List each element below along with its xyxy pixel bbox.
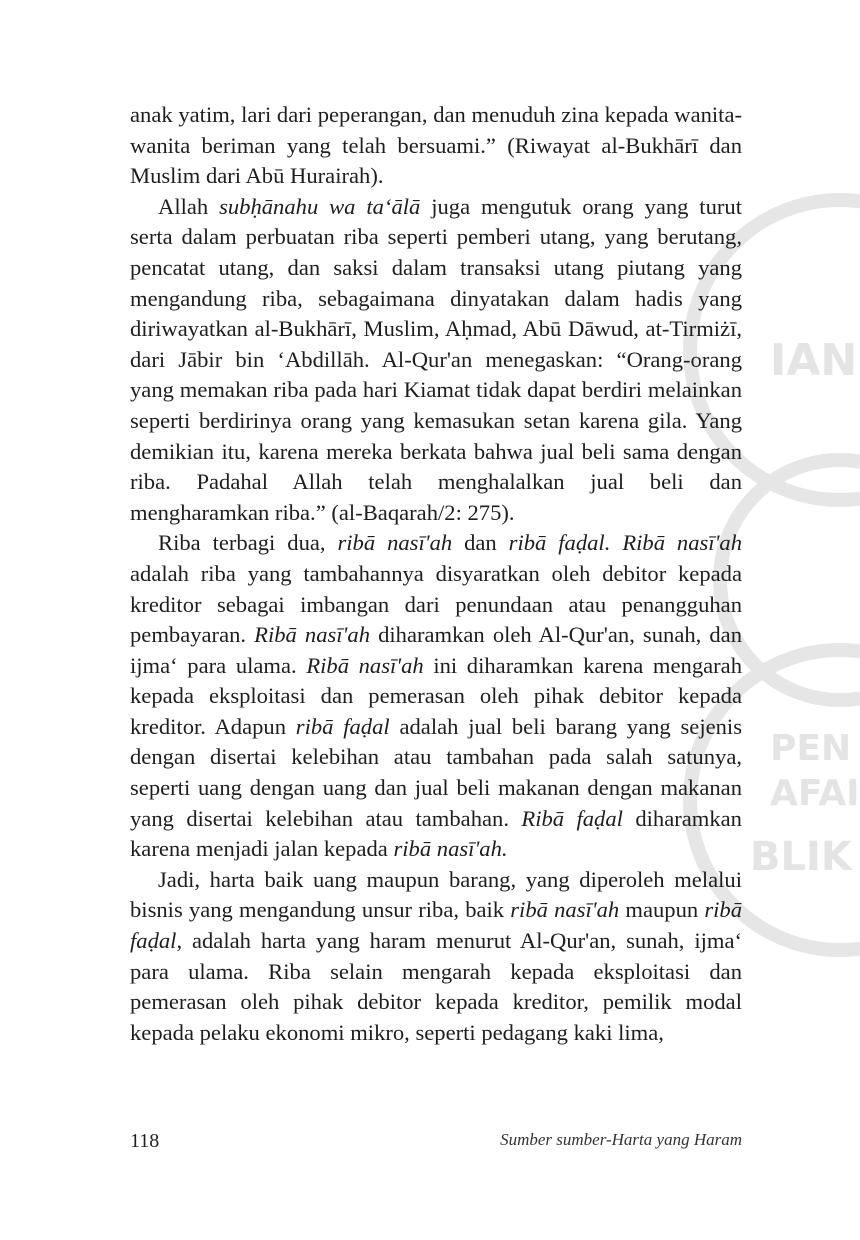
text-run: juga mengutuk orang yang turut serta dalam perbuatan riba seperti pemberi utang, yang berutang, pencatat utang, dan saksi dalam transaksi utang piutang yang mengandung riba, sebagaimana dinyatakan dalam hadis yang diriwayatkan al-Bukhārī, Muslim, Aḥmad, Abū Dāwud, at-Tirmiżī, dari Jābir bin ‘Abdillāh. Al-Qur'an menegaskan: “Orang-orang yang memakan riba pada hari Kiamat tidak dapat berdiri melainkan seperti berdirinya orang yang kemasukan setan karena gila. Yang demikian itu, karena mereka berkata bahwa jual beli sama dengan riba. Padahal Allah telah menghalalkan jual beli dan mengharamkan riba.” (al-Baqarah/2: 275). <box>130 193 742 525</box>
text-run: Riba terbagi dua, <box>158 530 338 556</box>
page-footer <box>130 1130 742 1158</box>
text-run: , adalah harta yang haram menurut Al-Qur'an, sunah, ijma‘ para ulama. Riba selain mengarah kepada eksploitasi dan pemerasan oleh pihak debitor kepada kreditor, pemilik modal kepada pelaku ekonomi mikro, seperti pedagang kaki lima, <box>130 928 742 1045</box>
paragraph-3 <box>130 528 742 865</box>
italic-term: ribā faḍal <box>130 897 743 954</box>
italic-term: Ribā nasī'ah <box>306 652 424 678</box>
text-run: maupun <box>619 897 705 923</box>
italic-term: ribā nasī'ah. <box>393 836 508 862</box>
paragraph-4 <box>130 865 742 1049</box>
text-run: ini diharamkan karena mengarah kepada eksploitasi dan pemerasan oleh pihak debitor kepada kreditor. Adapun <box>130 652 742 739</box>
italic-term: Ribā nasī'ah <box>622 530 743 556</box>
text-run: diharamkan oleh Al-Qur'an, sunah, dan ijma‘ para ulama. <box>130 622 742 678</box>
text-run: anak yatim, lari dari peperangan, dan menuduh zina kepada wanita-wanita beriman yang telah bersuami.” (Riwayat al-Bukhārī dan Muslim dari Abū Hurairah). <box>130 102 742 189</box>
text-run: dan <box>452 530 509 556</box>
italic-term: ribā nasī'ah <box>510 897 620 923</box>
watermark-text-2: PEN <box>770 728 852 769</box>
text-run: diharamkan karena menjadi jalan kepada <box>130 805 742 862</box>
italic-term: Ribā nasī'ah <box>254 622 370 648</box>
text-run: Allah <box>158 193 220 219</box>
italic-term: ribā faḍal <box>295 713 390 739</box>
watermark-text-4: BLIK <box>750 834 852 880</box>
text-run: adalah riba yang tambahannya disyaratkan oleh debitor kepada kreditor sebagai imbangan dari penundaan atau penangguhan pembayaran. <box>130 560 742 648</box>
italic-term: ribā nasī'ah <box>337 530 453 556</box>
watermark-text-1: IAN <box>770 335 858 386</box>
text-run <box>610 530 622 555</box>
paragraph-1 <box>130 100 742 192</box>
paragraph-2 <box>130 192 742 529</box>
running-title: Sumber sumber-Harta yang Haram <box>500 1130 742 1149</box>
italic-term: subḥānahu wa ta‘ālā <box>219 193 421 219</box>
italic-term: Ribā faḍal <box>521 805 623 831</box>
italic-term: ribā faḍal. <box>508 530 611 556</box>
watermark-text-3: AFAI <box>770 773 860 814</box>
body-text <box>130 100 742 1048</box>
text-run: Jadi, harta baik uang maupun barang, yang diperoleh melalui bisnis yang mengandung unsur riba, baik <box>130 866 742 923</box>
text-run: adalah jual beli barang yang sejenis dengan disertai kelebihan atau tambahan pada salah satunya, seperti uang dengan uang dan jual beli makanan dengan makanan yang disertai kelebihan atau tambahan. <box>130 713 742 831</box>
page-number: 118 <box>130 1130 160 1152</box>
